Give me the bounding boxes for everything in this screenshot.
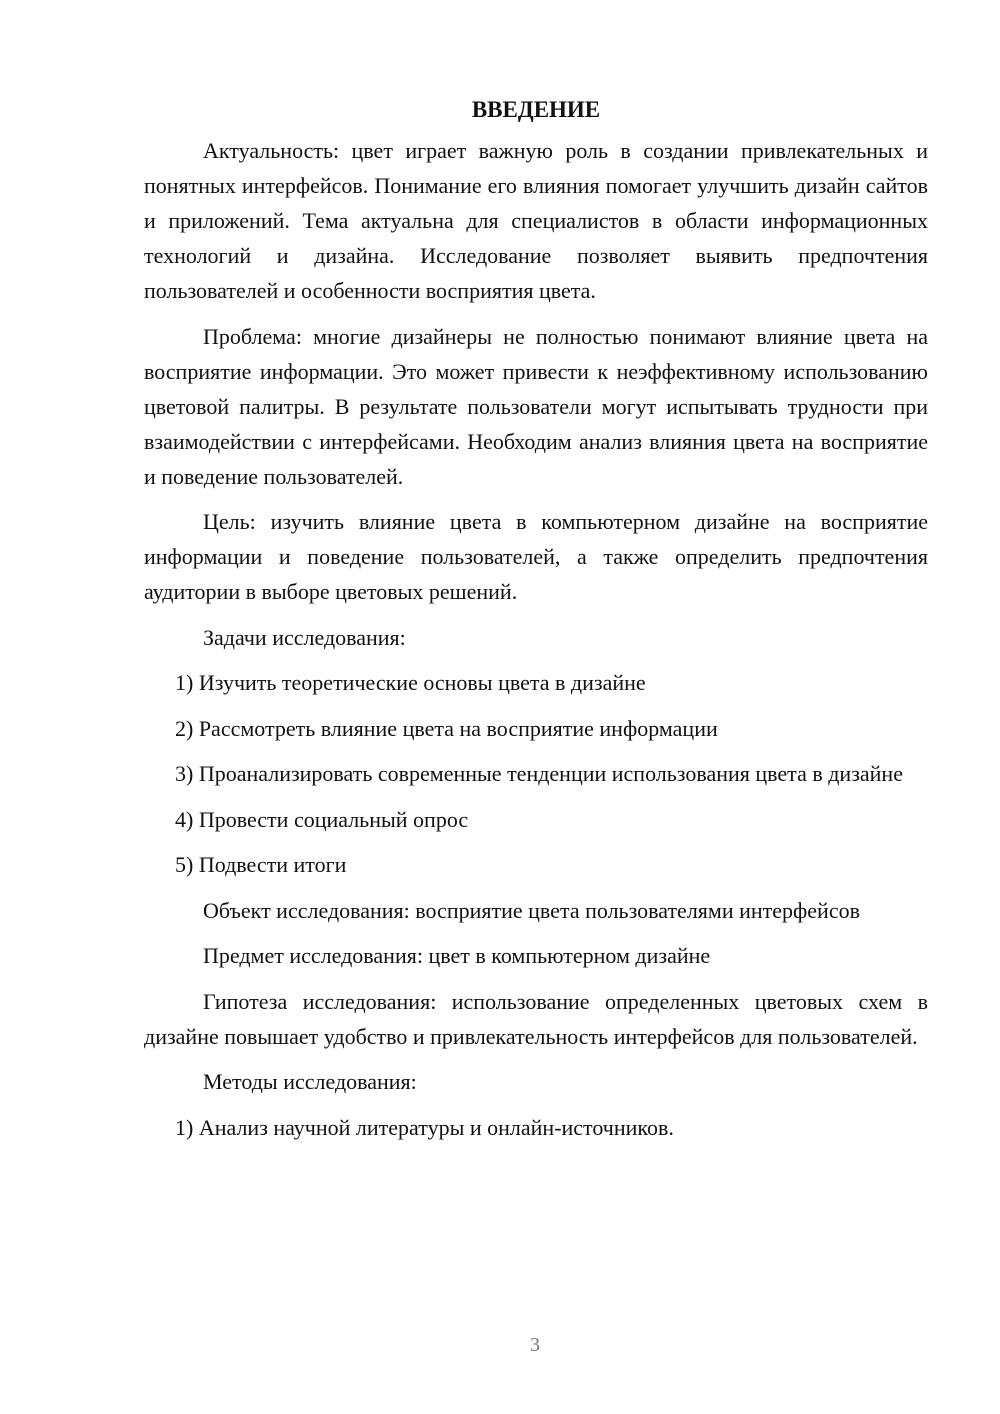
relevance-paragraph: Актуальность: цвет играет важную роль в создании привлекательных и понятных интерфейсов. Понимание его влияния помогает улучшить дизайн сайтов и приложений. Тема актуальна для специалистов в области информационных технологий и дизайна. Исследование позволяет выявить предпочтения пользователей и особенности восприятия цвета.: [144, 138, 928, 303]
problem-paragraph: Проблема: многие дизайнеры не полностью понимают влияние цвета на восприятие информации. Это может привести к неэффективному использованию цветовой палитры. В результате пользователи могут испытывать трудности при взаимодействии с интерфейсами. Необходим анализ влияния цвета на восприятие и поведение пользователей.: [144, 323, 928, 489]
research-subject: Предмет исследования: цвет в компьютерном дизайне: [203, 943, 711, 968]
page-content: [144, 95, 928, 1145]
tasks-heading: Задачи исследования:: [203, 624, 406, 650]
task-item-3: 3) Проанализировать современные тенденции использования цвета в дизайне: [175, 761, 903, 786]
task-item-4: 4) Провести социальный опрос: [175, 806, 469, 832]
task-item-5: 5) Подвести итоги: [175, 852, 347, 877]
task-item-1: 1) Изучить теоретические основы цвета в дизайне: [175, 670, 646, 695]
research-object: Объект исследования: восприятие цвета пользователями интерфейсов: [203, 897, 860, 923]
research-hypothesis: Гипотеза исследования: использование определенных цветовых схем в дизайне повышает удобство и привлекательность интерфейсов для пользователей.: [144, 988, 928, 1049]
page-title: ВВЕДЕНИЕ: [471, 97, 601, 122]
goal-paragraph: Цель: изучить влияние цвета в компьютерном дизайне на восприятие информации и поведение пользователей, а также определить предпочтения аудитории в выборе цветовых решений.: [144, 509, 928, 604]
methods-heading: Методы исследования:: [203, 1069, 417, 1094]
task-item-2: 2) Рассмотреть влияние цвета на восприятие информации: [175, 715, 718, 741]
method-item-1: 1) Анализ научной литературы и онлайн-источников.: [175, 1114, 674, 1140]
page-number: 3: [530, 1334, 540, 1356]
